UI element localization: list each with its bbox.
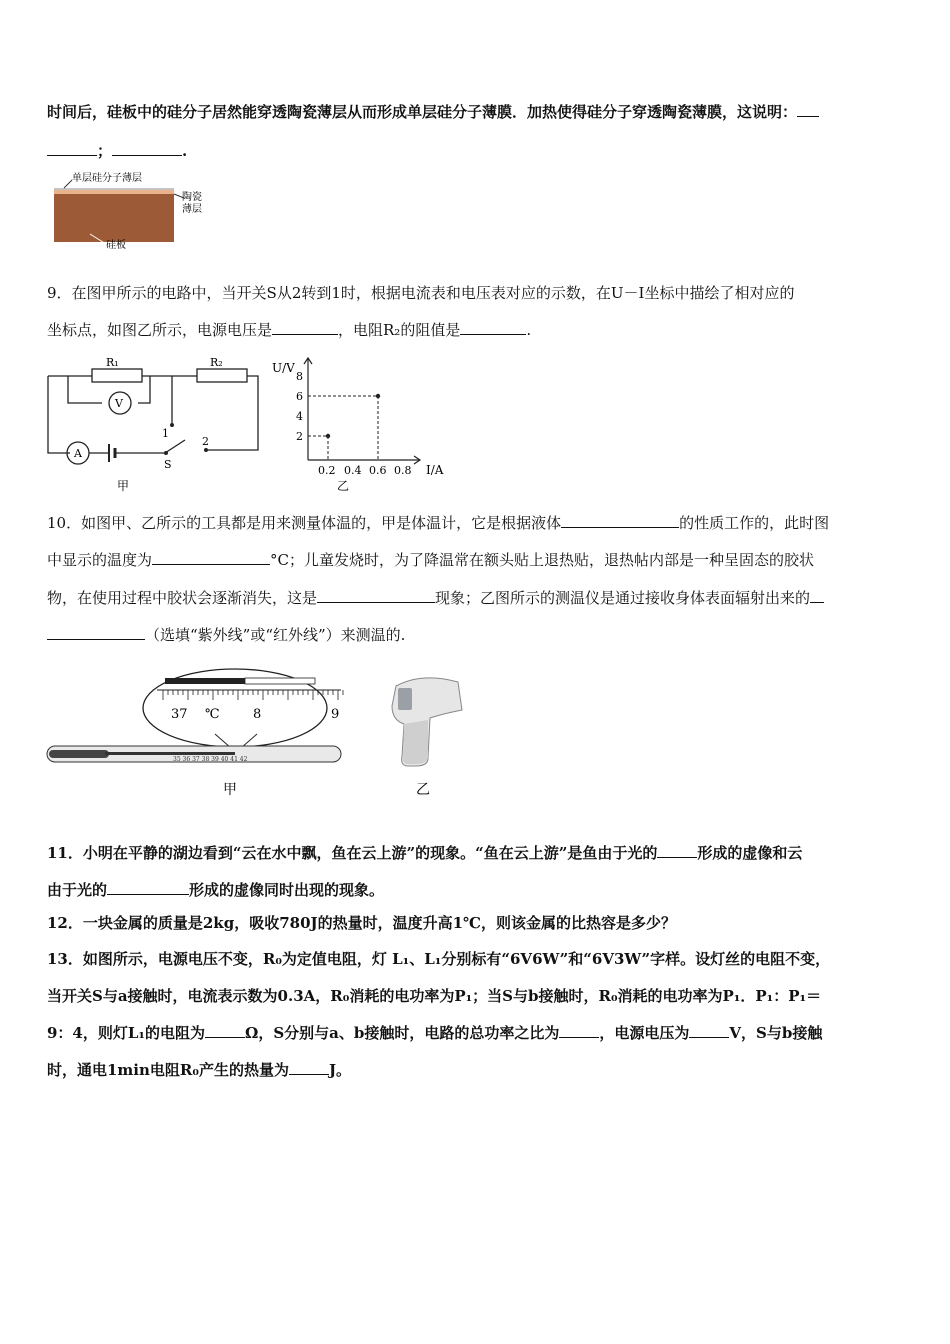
resistor-r1 <box>92 369 142 382</box>
x-tick: 0.8 <box>394 464 412 477</box>
q12-line1: 12．一块金属的质量是2kg，吸收780J的热量时，温度升高1℃，则该金属的比热容是多少？ <box>47 914 677 932</box>
x-tick: 0.2 <box>318 464 336 477</box>
q13-line3: 9：4，则灯L₁的电阻为 Ω，S分别与a、b接触时，电路的总功率之比为 ，电源电压为 V，S与b接触 <box>47 1024 823 1042</box>
label-ceramic-1: 陶瓷 <box>182 192 202 203</box>
answer-blank[interactable] <box>657 843 697 858</box>
ceramic-layer <box>54 190 174 194</box>
q11-line1: 11．小明在平静的湖边看到“云在水中飘，鱼在云上游”的现象。“鱼在云上游”是鱼由于光的 形成的虚像和云 <box>47 844 803 862</box>
circuit-caption: 甲 <box>117 479 130 493</box>
q13-line1: 13．如图所示，电源电压不变，R₀为定值电阻，灯 L₁、L₁分别标有“6V6W”和“6V3W”字样。设灯丝的电阻不变， <box>47 950 831 968</box>
answer-blank[interactable] <box>460 320 526 335</box>
y-tick: 8 <box>296 370 303 383</box>
answer-blank[interactable] <box>797 102 819 117</box>
answer-blank[interactable] <box>205 1023 245 1038</box>
q13-line4: 时，通电1min电阻R₀产生的热量为 J。 <box>47 1061 352 1079</box>
thermometer-figure <box>45 668 355 803</box>
r2-label: R₂ <box>210 356 223 369</box>
answer-blank[interactable] <box>559 1023 599 1038</box>
y-axis-label: U/V <box>272 361 295 375</box>
scale-9: 9 <box>331 707 340 722</box>
scale-37: 37 <box>171 707 188 722</box>
silicon-board <box>54 194 174 242</box>
switch-pos2-label: 2 <box>202 435 209 448</box>
answer-blank[interactable] <box>810 588 824 603</box>
data-point-2 <box>376 394 380 398</box>
answer-blank[interactable] <box>152 550 270 565</box>
y-tick: 2 <box>296 430 303 443</box>
q9-line1: 9．在图甲所示的电路中，当开关S从2转到1时，根据电流表和电压表对应的示数，在U－I坐标中描绘了相对应的 <box>47 284 795 302</box>
answer-blank[interactable] <box>107 880 189 895</box>
small-scale: 35 36 37 38 39 40 41 42 <box>173 756 248 763</box>
mercury-column-magnified <box>165 678 245 684</box>
q10-line4: （选填“紫外线”或“红外线”）来测温的. <box>47 625 907 645</box>
ir-gun-screen <box>398 688 412 710</box>
x-tick: 0.4 <box>344 464 362 477</box>
q8-line2: ； . <box>47 141 907 161</box>
q13-line2: 当开关S与a接触时，电流表示数为0.3A，R₀消耗的电功率为P₁；当S与b接触时，R₀消耗的电功率为P₁．P₁：P₁＝ <box>47 987 822 1005</box>
graph-caption: 乙 <box>337 479 350 493</box>
answer-blank[interactable] <box>561 513 679 528</box>
switch-pos1-label: 1 <box>162 427 169 440</box>
ir-thermometer-figure <box>382 670 472 800</box>
x-axis-label: I/A <box>426 463 444 477</box>
data-point-1 <box>326 434 330 438</box>
silicon-film-figure <box>50 168 220 252</box>
q10-line3: 物，在使用过程中胶状会逐渐消失，这是 现象；乙图所示的测温仪是通过接收身体表面辐射出来的 <box>47 588 907 608</box>
q8-line1: 时间后，硅板中的硅分子居然能穿透陶瓷薄层从而形成单层硅分子薄膜．加热使得硅分子穿透陶瓷薄膜，这说明： <box>47 102 907 122</box>
label-ceramic-2: 薄层 <box>182 204 202 215</box>
voltmeter-label: V <box>115 397 123 410</box>
answer-blank[interactable] <box>47 625 145 640</box>
q10-line2: 中显示的温度为 °C；儿童发烧时，为了降温常在额头贴上退热贴，退热帖内部是一种呈固态的胶状 <box>47 551 814 569</box>
scale-unit: ℃ <box>205 707 220 722</box>
u-i-graph <box>270 350 460 495</box>
answer-blank[interactable] <box>47 141 97 156</box>
answer-blank[interactable] <box>272 320 338 335</box>
answer-blank[interactable] <box>689 1023 729 1038</box>
ammeter-label: A <box>74 447 82 460</box>
q11-line2: 由于光的 形成的虚像同时出现的现象。 <box>47 881 385 899</box>
switch-label: S <box>164 458 172 471</box>
q10-line1: 10．如图甲、乙所示的工具都是用来测量体温的，甲是体温计，它是根据液体 的性质工作的，此时图 <box>47 514 830 532</box>
answer-blank[interactable] <box>289 1060 329 1075</box>
circuit-diagram <box>40 350 265 495</box>
y-tick: 6 <box>296 390 303 403</box>
scale-8: 8 <box>253 707 262 722</box>
thermometer-caption: 甲 <box>223 782 237 798</box>
answer-blank[interactable] <box>317 588 435 603</box>
r1-label: R₁ <box>106 356 119 369</box>
answer-blank[interactable] <box>112 141 182 156</box>
resistor-r2 <box>197 369 247 382</box>
q9-line2: 坐标点，如图乙所示，电源电压是 ，电阻R₂的阻值是 . <box>47 321 532 339</box>
ir-gun-caption: 乙 <box>416 782 430 798</box>
mercury-bulb <box>49 750 109 758</box>
label-single-layer: 单层硅分子薄层 <box>72 173 142 184</box>
y-tick: 4 <box>296 410 303 423</box>
x-tick: 0.6 <box>369 464 387 477</box>
mercury-column <box>105 752 235 755</box>
label-silicon-board: 硅板 <box>106 240 126 251</box>
